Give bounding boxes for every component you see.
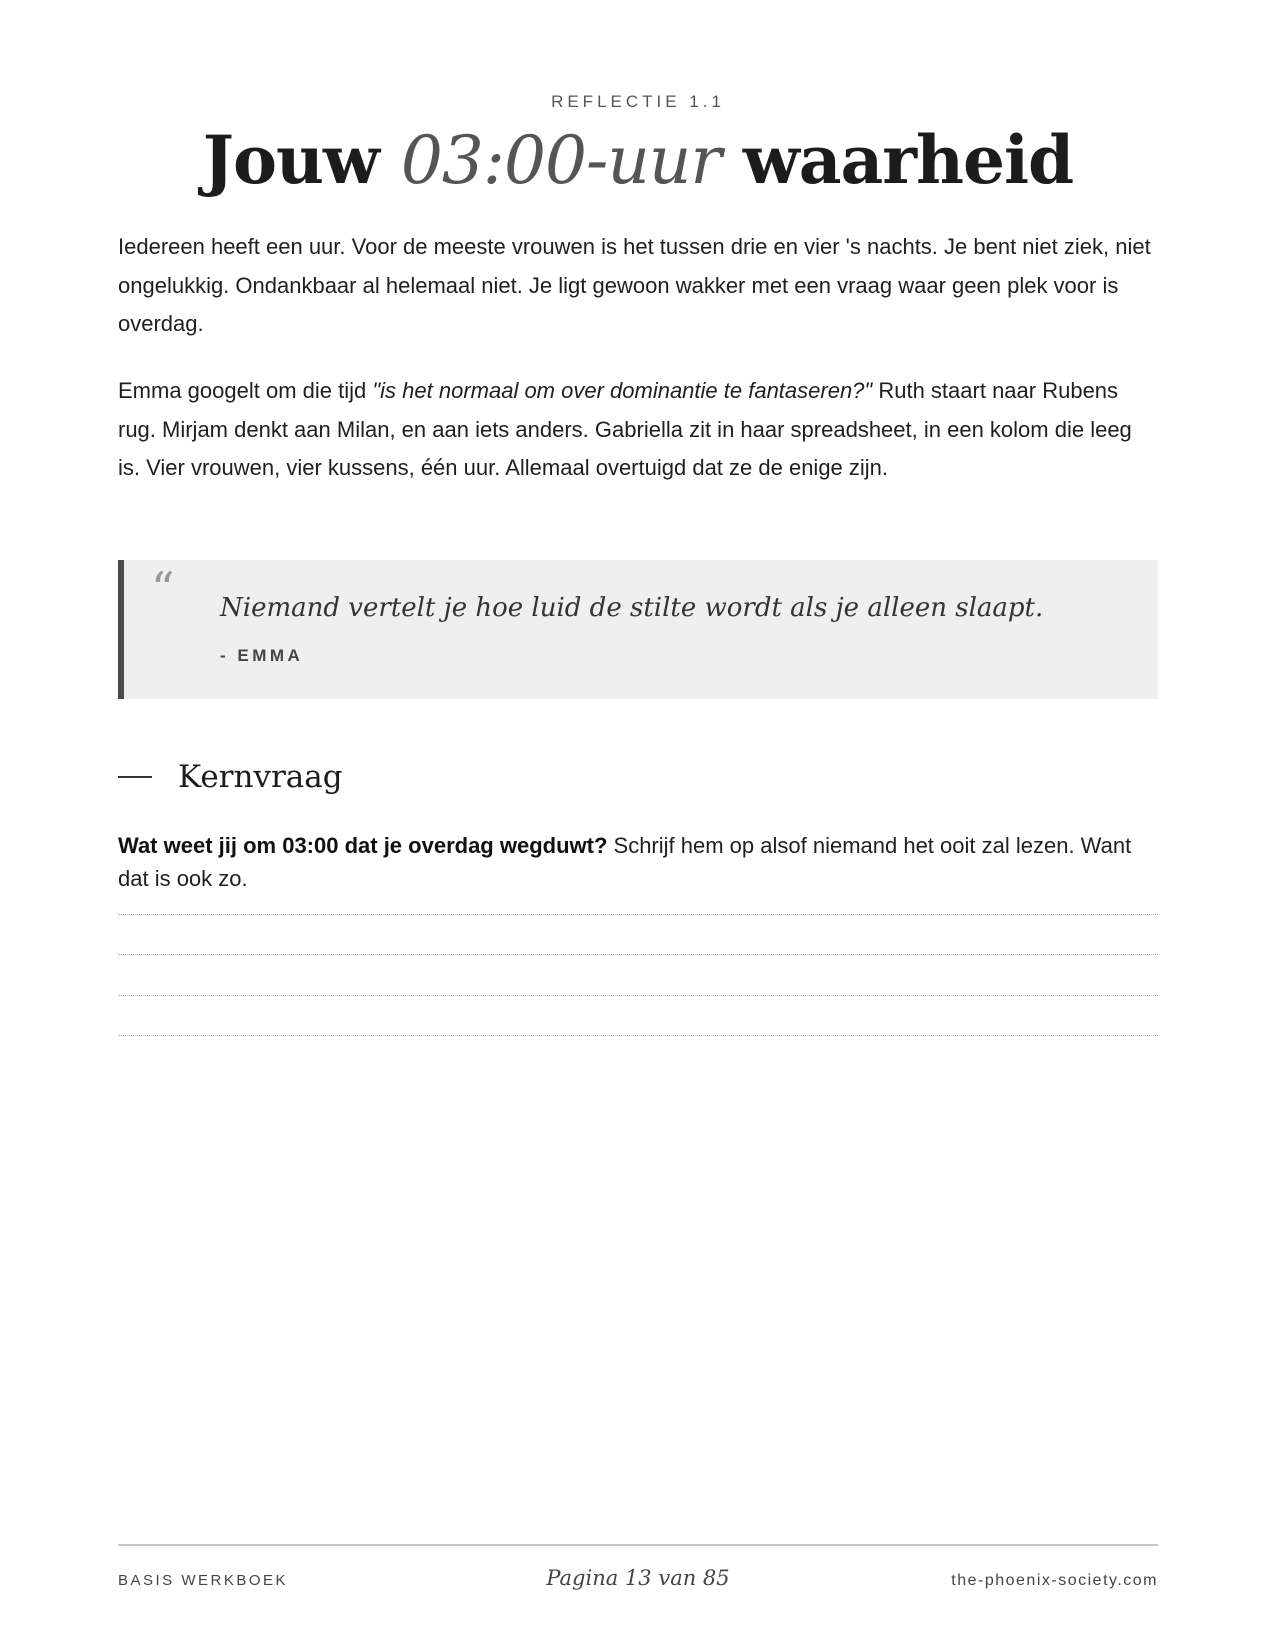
intro-paragraph-2 — [118, 372, 1158, 488]
title-end: waarheid — [720, 121, 1074, 199]
section-title: Kernvraag — [178, 759, 343, 795]
pull-quote — [118, 560, 1158, 699]
quote-author: - EMMA — [220, 646, 304, 665]
page-number: Pagina 13 van 85 — [546, 1566, 730, 1590]
workbook-page — [118, 0, 1158, 1650]
paragraph-2-start: Emma googelt om die tijd — [118, 378, 373, 403]
title-emphasis: 03:00-uur — [400, 122, 721, 199]
writing-line[interactable] — [118, 995, 1158, 996]
quote-text: Niemand vertelt je hoe luid de stilte wordt als je alleen slaapt. — [220, 593, 1044, 623]
writing-line[interactable] — [118, 1035, 1158, 1036]
section-kicker: REFLECTIE 1.1 — [551, 92, 725, 111]
paragraph-2-end: Ruth staart naar Rubens rug. Mirjam denkt aan Milan, en aan iets anders. Gabriella zit in haar spreadsheet, in een kolom die leeg is. Vier vrouwen, vier kussens, één uur. Allemaal overtuigd dat ze de enige zijn. — [118, 378, 1132, 480]
section-dash-divider — [118, 776, 152, 778]
core-question — [118, 829, 1158, 895]
title-start: Jouw — [202, 121, 401, 199]
intro-paragraph-1: Iedereen heeft een uur. Voor de meeste vrouwen is het tussen drie en vier 's nachts. Je bent niet ziek, niet ongelukkig. Ondankbaar al helemaal niet. Je ligt gewoon wakker met een vraag waar geen plek voor is overdag. — [118, 234, 1151, 336]
footer-book-title: BASIS WERKBOEK — [118, 1572, 289, 1589]
search-query-quote: "is het normaal om over dominantie te fantaseren?" — [372, 378, 873, 403]
core-question-rest: Schrijf hem op alsof niemand het ooit zal lezen. Want dat is ook zo. — [118, 833, 1132, 891]
writing-line[interactable] — [118, 914, 1158, 915]
writing-line[interactable] — [118, 954, 1158, 955]
core-question-bold: Wat weet jij om 03:00 dat je overdag wegduwt? — [118, 833, 608, 858]
page-title — [118, 118, 1158, 203]
footer-divider — [118, 1544, 1158, 1546]
quote-mark-icon: “ — [151, 562, 175, 616]
footer-website: the-phoenix-society.com — [951, 1572, 1158, 1589]
